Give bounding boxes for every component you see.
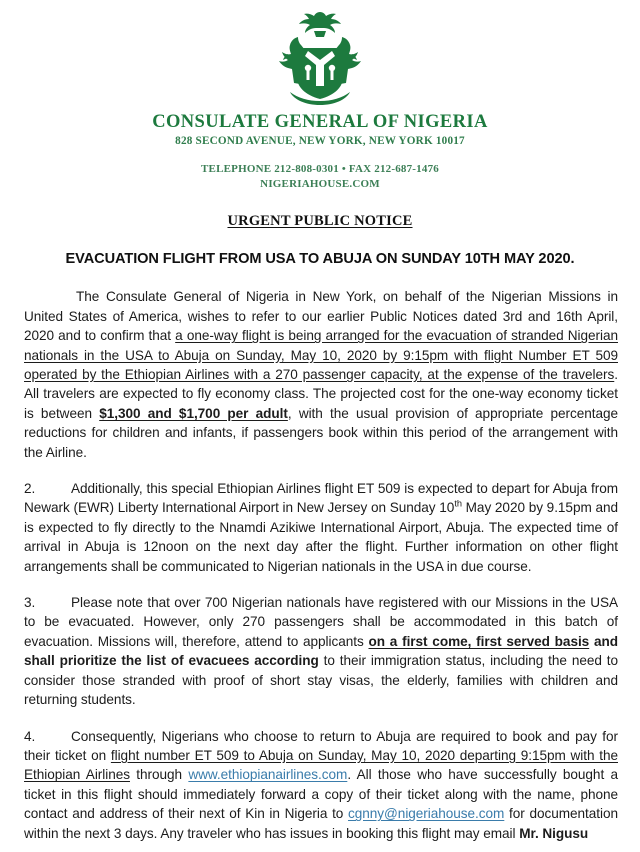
- p1-segment-1: The Consulate General of Nigeria in New York, on behalf of the Nigerian Missions in United States of America, wishes to refer to our earlier Public Notices dated 3rd and 16th April, 2020 and to confirm that: [24, 289, 618, 344]
- notice-title: URGENT PUBLIC NOTICE: [227, 213, 413, 230]
- p1-underlined-flight-details: a one-way flight is being arranged for the evacuation of stranded Nigerian nationals in the USA to Abuja on Sunday, May 10, 2020 by 9:15pm with flight Number ET 509 operated by the Ethiopian Airlines with a 270 passenger capacity, at the expense of the travelers: [24, 328, 618, 383]
- p1-segment-2: . All travelers are expected to fly economy class. The projected cost for the one-way economy ticket is between: [24, 367, 618, 421]
- paragraph-4: [24, 727, 618, 843]
- paragraph-3: [24, 593, 618, 709]
- subject-title: EVACUATION FLIGHT FROM USA TO ABUJA ON SUNDAY 10TH MAY 2020.: [65, 251, 575, 268]
- p3-segment-1: Please note that over 700 Nigerian nationals have registered with our Missions in the USA to be evacuated. However, only 270 passengers shall be accommodated in this batch of evacuation. Missions will, therefore, attend to applicants: [24, 595, 618, 649]
- letterhead: [0, 0, 640, 191]
- p4-segment-3: . All those who have successfully bought a ticket in this flight should immediately forward a copy of their ticket along with the name, phone contact and address of their next of Kin in Nigeria to: [24, 767, 618, 822]
- p2-ordinal-suffix: th: [454, 498, 462, 509]
- ethiopian-airlines-link[interactable]: www.ethiopianairlines.com: [188, 767, 348, 783]
- organization-name: CONSULATE GENERAL OF NIGERIA: [152, 112, 488, 132]
- paragraph-2: [24, 479, 618, 576]
- organization-address: 828 SECOND AVENUE, NEW YORK, NEW YORK 10017: [175, 135, 465, 148]
- p4-segment-1: Consequently, Nigerians who choose to return to Abuja are required to book and pay for their ticket on: [24, 728, 618, 763]
- consulate-email-link[interactable]: cgnny@nigeriahouse.com: [348, 806, 505, 822]
- paragraph-1: [24, 287, 618, 462]
- p1-segment-3: , with the usual provision of appropriate percentage reductions for children and infants, if passengers book within this period of the arrangement with the Airline.: [24, 405, 619, 460]
- p4-contact-name: Mr. Nigusu: [519, 825, 589, 841]
- p4-segment-2: through: [129, 767, 189, 783]
- organization-website: NIGERIAHOUSE.COM: [260, 177, 380, 190]
- p2-segment-2: May 2020 by 9.15pm and is expected to fly directly to the Nnamdi Azikiwe International Airport, Abuja. The expected time of arrival in Abuja is 12noon on the next day after the flight. Further information on other flight arrangements shall be communicated to Nigerian nationals in the USA in due course.: [24, 500, 618, 574]
- p3-first-come-first-served: on a first come, first served basis: [368, 633, 590, 649]
- p3-segment-2: to their immigration status, including the need to consider those stranded with proof of short stay visas, the elderly, families with children and returning students.: [24, 653, 618, 708]
- p4-number: 4.: [24, 728, 36, 744]
- nigeria-coat-of-arms-icon: [268, 10, 372, 108]
- p4-segment-4: for documentation within the next 3 days. Any traveler who has issues in booking this flight may email: [24, 806, 618, 841]
- p3-bold-priority: and shall prioritize the list of evacuees according: [24, 633, 618, 669]
- organization-telephone: TELEPHONE 212-808-0301 • FAX 212-687-1476: [201, 162, 439, 175]
- p4-underlined-booking-details: flight number ET 509 to Abuja on Sunday, May 10, 2020 departing 9:15pm with the Ethiopian Airlines: [24, 747, 618, 783]
- p3-number: 3.: [24, 595, 36, 611]
- p1-price-range: $1,300 and $1,700 per adult: [99, 405, 288, 421]
- notice-body: [24, 287, 618, 843]
- p2-segment-1: Additionally, this special Ethiopian Airlines flight ET 509 is expected to depart for Abuja from Newark (EWR) Liberty International Airport in New Jersey on Sunday 10: [24, 481, 618, 516]
- p2-number: 2.: [24, 481, 36, 497]
